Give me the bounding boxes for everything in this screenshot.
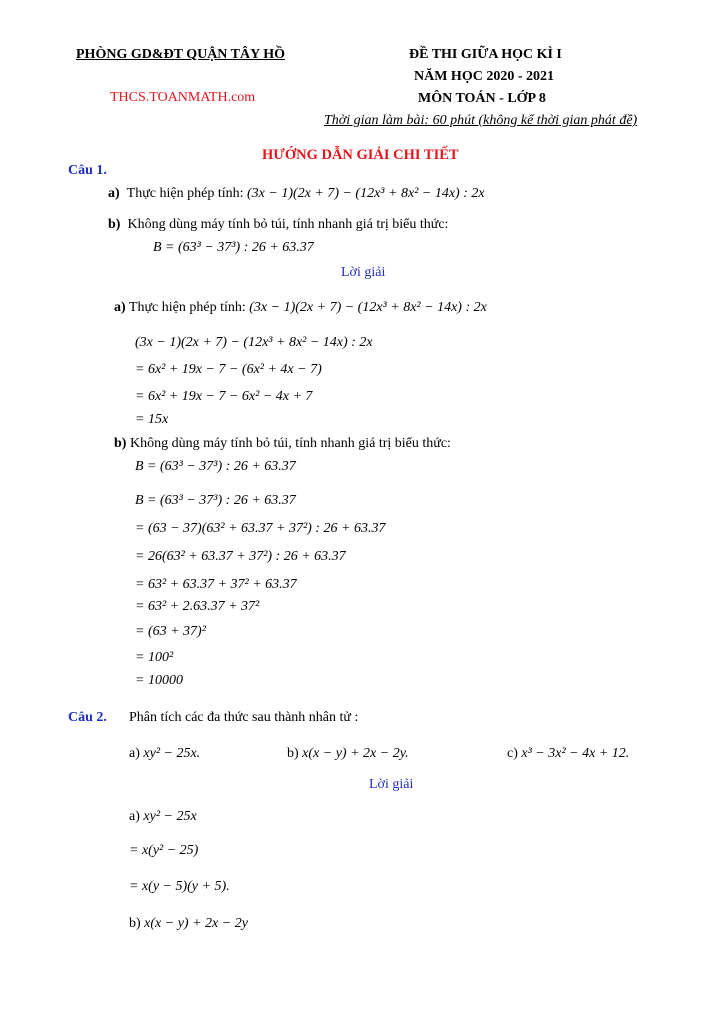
q1-a-text: Thực hiện phép tính:	[126, 186, 244, 201]
q1-sol-a-step: = 15x	[135, 412, 169, 427]
q2-sol-a-step: xy² − 25x	[143, 809, 197, 824]
q1-b-expression: B = (63³ − 37³) : 26 + 63.37	[153, 240, 314, 255]
q1-a-expression: (3x − 1)(2x + 7) − (12x³ + 8x² − 14x) : 2x	[247, 186, 485, 201]
q2-sol-a-step: = x(y − 5)(y + 5).	[129, 879, 230, 894]
q1-a-label: a)	[108, 186, 120, 201]
q2-solution-label: Lời giải	[369, 777, 414, 792]
q1-sol-b-step: = (63 + 37)²	[135, 624, 206, 639]
q1-sol-a-expression: (3x − 1)(2x + 7) − (12x³ + 8x² − 14x) : 2x	[249, 300, 487, 315]
q1-sol-a-text: Thực hiện phép tính:	[128, 300, 246, 315]
q1-sol-a-step: (3x − 1)(2x + 7) − (12x³ + 8x² − 14x) : 2x	[135, 335, 373, 350]
q1-sol-b-text: Không dùng máy tính bỏ túi, tính nhanh giá trị biểu thức:	[129, 436, 451, 451]
q2-sol-a-label: a)	[129, 809, 140, 824]
q1-sol-a-step: = 6x² + 19x − 7 − 6x² − 4x + 7	[135, 389, 313, 404]
q1-sol-b-step: = 10000	[135, 673, 183, 688]
q1-sol-b-step: = 63² + 63.37 + 37² + 63.37	[135, 577, 297, 592]
q2-b-expression: x(x − y) + 2x − 2y.	[302, 746, 409, 761]
q2-b-label: b)	[287, 746, 299, 761]
website-link[interactable]: THCS.TOANMATH.com	[110, 90, 256, 105]
q1-sol-a-label: a)	[114, 300, 126, 315]
exam-time: Thời gian làm bài: 60 phút (không kể thời gian phát đề)	[324, 113, 638, 128]
q1-sol-b-step: = (63 − 37)(63² + 63.37 + 37²) : 26 + 63.37	[135, 521, 386, 536]
q2-c-label: c)	[507, 746, 518, 761]
q1-solution-label: Lời giải	[341, 265, 386, 280]
q1-sol-b-label: b)	[114, 436, 127, 451]
q2-sol-b-label: b)	[129, 916, 141, 931]
q1-b-label: b)	[108, 217, 121, 232]
q2-sol-b-expression: x(x − y) + 2x − 2y	[144, 916, 248, 931]
q1-sol-b-step: = 63² + 2.63.37 + 37²	[135, 599, 260, 614]
question-2-label: Câu 2.	[68, 710, 107, 725]
q1-sol-a-step: = 6x² + 19x − 7 − (6x² + 4x − 7)	[135, 362, 322, 377]
q2-c-expression: x³ − 3x² − 4x + 12.	[521, 746, 630, 761]
question-1-label: Câu 1.	[68, 163, 107, 178]
q1-sol-b-step: B = (63³ − 37³) : 26 + 63.37	[135, 493, 296, 508]
exam-title: ĐỀ THI GIỮA HỌC KÌ I	[409, 47, 562, 62]
q2-sol-a-step: = x(y² − 25)	[129, 843, 199, 858]
q2-text: Phân tích các đa thức sau thành nhân tử :	[129, 710, 359, 725]
q2-a-label: a)	[129, 746, 140, 761]
department-name: PHÒNG GD&ĐT QUẬN TÂY HỒ	[76, 47, 285, 62]
q1-sol-b-step: = 100²	[135, 650, 174, 665]
subject: MÔN TOÁN - LỚP 8	[418, 91, 546, 106]
q1-b-text: Không dùng máy tính bỏ túi, tính nhanh giá trị biểu thức:	[127, 217, 449, 232]
q2-a-expression: xy² − 25x.	[143, 746, 201, 761]
q1-sol-b-step: = 26(63² + 63.37 + 37²) : 26 + 63.37	[135, 549, 346, 564]
school-year: NĂM HỌC 2020 - 2021	[414, 69, 554, 84]
guide-title: HƯỚNG DẪN GIẢI CHI TIẾT	[262, 147, 459, 163]
q1-sol-b-expression: B = (63³ − 37³) : 26 + 63.37	[135, 459, 296, 474]
